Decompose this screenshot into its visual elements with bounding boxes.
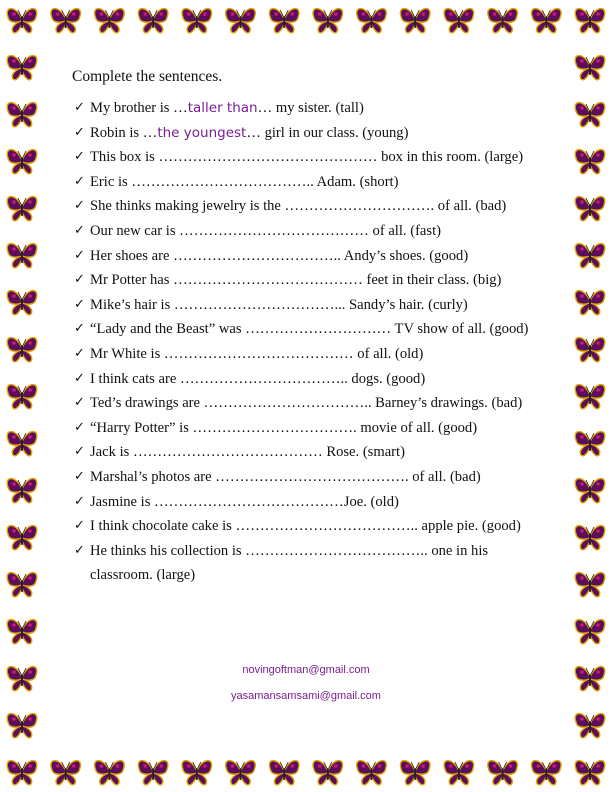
sentence-text: Robin is …: [90, 124, 158, 141]
butterfly-icon: [575, 197, 605, 221]
butterfly-icon: [575, 432, 605, 456]
list-item: [72, 416, 552, 441]
butterfly-icon: [575, 103, 605, 127]
butterfly-icon: [51, 9, 81, 33]
butterfly-icon: [575, 761, 605, 785]
butterfly-icon: [575, 56, 605, 80]
butterfly-icon: [7, 714, 37, 738]
butterfly-icon: [95, 761, 125, 785]
list-item: [72, 268, 552, 293]
sentence-text: My brother is …: [90, 100, 188, 116]
butterfly-icon: [532, 761, 562, 785]
butterfly-icon: [269, 761, 299, 785]
sentence-text: Eric is ……………………………….. Adam. (short): [90, 173, 399, 190]
butterfly-icon: [226, 761, 256, 785]
checkmark-icon: ✓: [74, 345, 85, 361]
checkmark-icon: ✓: [74, 419, 85, 435]
sentence-text: … girl in our class. (young): [246, 124, 409, 141]
butterfly-icon: [7, 573, 37, 597]
list-item: [72, 145, 552, 170]
checkmark-icon: ✓: [74, 370, 85, 386]
butterfly-icon: [7, 526, 37, 550]
list-item: [72, 96, 552, 121]
answer-text: taller than: [187, 100, 258, 116]
sentence-text: Our new car is ………………………………… of all. (fast): [90, 222, 441, 239]
sentence-text: I think cats are …………………………….. dogs. (good): [90, 370, 426, 387]
sentence-text: I think chocolate cake is ……………………………….. apple pie. (good): [90, 518, 521, 535]
list-item: [72, 121, 552, 146]
butterfly-icon: [7, 385, 37, 409]
checkmark-icon: ✓: [74, 222, 85, 238]
butterfly-icon: [575, 573, 605, 597]
butterfly-icon: [138, 761, 168, 785]
butterfly-icon: [7, 244, 37, 268]
worksheet: [72, 68, 552, 588]
worksheet-heading: Complete the sentences.: [72, 68, 223, 85]
butterfly-icon: [138, 9, 168, 33]
butterfly-icon: [313, 9, 343, 33]
sentence-text: “Lady and the Beast” was ………………………… TV show of all. (good): [90, 321, 529, 338]
butterfly-icon: [488, 761, 518, 785]
list-item: [72, 539, 552, 588]
list-item: [72, 219, 552, 244]
checkmark-icon: ✓: [74, 321, 85, 337]
list-item: [72, 170, 552, 195]
answer-text: the youngest: [157, 124, 247, 141]
butterfly-icon: [269, 9, 299, 33]
sentence-text: He thinks his collection is ……………………………….. one in his classroom. (large): [90, 542, 489, 584]
butterfly-icon: [575, 479, 605, 503]
sentence-text: Mr White is ………………………………… of all. (old): [90, 345, 424, 362]
list-item: [72, 514, 552, 539]
list-item: [72, 342, 552, 367]
checkmark-icon: ✓: [74, 395, 85, 411]
butterfly-icon: [95, 9, 125, 33]
checkmark-icon: ✓: [74, 296, 85, 312]
butterfly-icon: [182, 9, 212, 33]
list-item: [72, 293, 552, 318]
butterfly-icon: [7, 479, 37, 503]
sentence-text: Jasmine is …………………………………Joe. (old): [90, 493, 399, 510]
email-text: yasamansamsami@gmail.com: [231, 690, 381, 702]
butterfly-icon: [7, 432, 37, 456]
butterfly-icon: [575, 620, 605, 644]
list-item: [72, 317, 552, 342]
list-item: [72, 367, 552, 392]
list-item: [72, 440, 552, 465]
butterfly-icon: [575, 526, 605, 550]
butterfly-icon: [7, 9, 37, 33]
butterfly-icon: [51, 761, 81, 785]
sentence-text: Her shoes are …………………………….. Andy’s shoes. (good): [90, 247, 469, 264]
butterfly-icon: [7, 197, 37, 221]
butterfly-icon: [575, 714, 605, 738]
list-item: [72, 244, 552, 269]
checkmark-icon: ✓: [74, 173, 85, 189]
butterfly-icon: [575, 9, 605, 33]
sentence-text: She thinks making jewelry is the …………………………. of all. (bad): [90, 198, 507, 215]
butterfly-icon: [575, 338, 605, 362]
checkmark-icon: ✓: [74, 100, 85, 115]
sentence-text: This box is ……………………………………… box in this room. (large): [90, 149, 524, 166]
list-item: [72, 194, 552, 219]
butterfly-icon: [7, 56, 37, 80]
butterfly-icon: [400, 761, 430, 785]
checkmark-icon: ✓: [74, 468, 85, 484]
checkmark-icon: ✓: [74, 518, 85, 534]
butterfly-icon: [7, 620, 37, 644]
list-item: [72, 490, 552, 515]
checkmark-icon: ✓: [74, 149, 85, 165]
butterfly-icon: [7, 103, 37, 127]
butterfly-icon: [575, 291, 605, 315]
checkmark-icon: ✓: [74, 272, 85, 288]
checkmark-icon: ✓: [74, 198, 85, 214]
butterfly-icon: [575, 244, 605, 268]
butterfly-icon: [7, 150, 37, 174]
list-item: [72, 465, 552, 490]
butterfly-icon: [7, 338, 37, 362]
sentence-text: Ted’s drawings are …………………………….. Barney’s drawings. (bad): [90, 395, 523, 412]
butterfly-icon: [444, 761, 474, 785]
butterfly-icon: [182, 761, 212, 785]
sentence-text: Mike’s hair is ……………………………... Sandy’s hair. (curly): [90, 296, 468, 313]
email-text: novingoftman@gmail.com: [242, 664, 370, 676]
butterfly-icon: [532, 9, 562, 33]
list-item: [72, 391, 552, 416]
checkmark-icon: ✓: [74, 493, 85, 509]
checkmark-icon: ✓: [74, 247, 85, 263]
butterfly-icon: [357, 9, 387, 33]
checkmark-icon: ✓: [74, 542, 85, 558]
sentence-text: Mr Potter has ………………………………… feet in their class. (big): [90, 272, 502, 289]
butterfly-icon: [357, 761, 387, 785]
sentence-list: [72, 96, 552, 588]
butterfly-icon: [226, 9, 256, 33]
sentence-text: Jack is ………………………………… Rose. (smart): [90, 444, 405, 461]
butterfly-icon: [313, 761, 343, 785]
butterfly-icon: [7, 761, 37, 785]
butterfly-icon: [444, 9, 474, 33]
checkmark-icon: ✓: [74, 124, 85, 140]
butterfly-icon: [400, 9, 430, 33]
sentence-text: … my sister. (tall): [257, 100, 364, 116]
contact-emails: [0, 664, 612, 716]
butterfly-icon: [7, 291, 37, 315]
sentence-text: Marshal’s photos are …………………………………. of all. (bad): [90, 468, 481, 485]
sentence-text: “Harry Potter” is ……………………………. movie of all. (good): [90, 419, 478, 436]
butterfly-icon: [575, 150, 605, 174]
butterfly-icon: [575, 385, 605, 409]
butterfly-icon: [488, 9, 518, 33]
checkmark-icon: ✓: [74, 444, 85, 460]
